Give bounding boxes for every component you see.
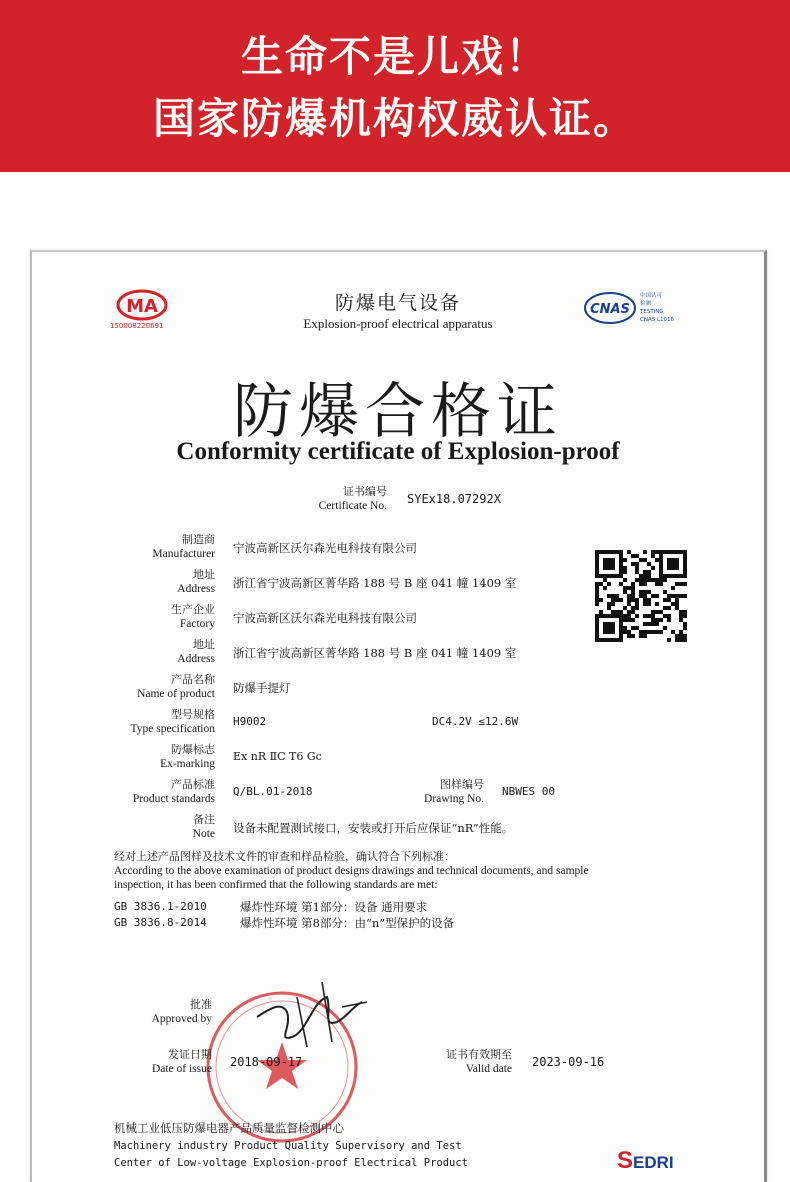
cnas-small-4: CNAS L1016: [640, 317, 675, 323]
statement-cn: 经对上述产品图样及技术文件的审查和样品检验，确认符合下列标准：: [114, 850, 455, 863]
manufacturer-value: 宁波高新区沃尔森光电科技有限公司: [233, 541, 417, 555]
drawing-label: 图样编号 Drawing No.: [423, 778, 484, 805]
certificate-document: [30, 250, 767, 1182]
factory-value: 宁波高新区沃尔森光电科技有限公司: [233, 611, 417, 625]
address-value-2: 浙江省宁波高新区菁华路 188 号 B 座 041 幢 1409 室: [233, 646, 517, 660]
issuer-name-en-2: Center of Low-voltage Explosion-proof Electrical Product: [114, 1157, 469, 1169]
cnas-small-2: 检测: [640, 301, 652, 307]
headline-line-2: 国家防爆机构权威认证。: [152, 94, 637, 143]
drawing-value: NBWES 00: [502, 785, 555, 798]
sedri-logo: SEDRI: [617, 1147, 674, 1174]
approved-label: 批准 Approved by: [151, 998, 212, 1025]
issuer-name-cn: 机械工业低压防爆电器产品质量监督检测中心: [114, 1121, 344, 1135]
standard-code-2: GB 3836.8-2014: [114, 916, 207, 929]
exmark-value: Ex nR ⅡC T6 Gc: [233, 750, 322, 763]
cert-no-label: 证书编号 Certificate No.: [318, 485, 387, 512]
address-label-1: 地址 Address: [177, 568, 215, 595]
issue-date-value: 2018-09-17: [230, 1055, 303, 1069]
power-value: DC4.2V ≤12.6W: [432, 715, 519, 728]
valid-date-label: 证书有效期至 Valid date: [446, 1048, 512, 1075]
type-value: H9002: [233, 715, 267, 728]
cert-no-value: SYEx18.07292X: [407, 492, 501, 506]
address-label-2: 地址 Address: [177, 638, 215, 665]
standard-desc-2: 爆炸性环境 第8部分：由“n”型保护的设备: [240, 916, 455, 930]
statement-en-1: According to the above examination of product designs drawings and technical documents, and sample: [114, 865, 589, 877]
standards-value: Q/BL.01-2018: [233, 785, 313, 798]
cnas-small-3: TESTING: [640, 309, 664, 315]
product-value: 防爆手提灯: [233, 681, 291, 695]
exmark-label: 防爆标志 Ex-marking: [160, 743, 215, 770]
product-label: 产品名称 Name of product: [137, 673, 215, 700]
issue-date-label: 发证日期 Date of issue: [151, 1048, 212, 1075]
svg-text:MA: MA: [126, 296, 158, 317]
certificate-title-en: Conformity certificate of Explosion-proof: [176, 438, 620, 465]
type-label: 型号规格 Type specification: [130, 708, 215, 735]
signature-icon: [237, 972, 377, 1062]
standards-label: 产品标准 Product standards: [132, 778, 215, 805]
standard-desc-1: 爆炸性环境 第1部分：设备 通用要求: [240, 900, 428, 914]
note-label: 备注 Note: [192, 813, 215, 840]
qr-code-icon: [595, 550, 687, 650]
issuer-name-en-1: Machinery industry Product Quality Supervisory and Test: [114, 1140, 462, 1152]
cma-number: 150008220691: [110, 322, 164, 330]
cnas-label: CNAS: [590, 302, 630, 317]
header-en: Explosion-proof electrical apparatus: [303, 316, 493, 331]
headline-banner: [0, 0, 790, 172]
statement-en-2: inspection, it has been confirmed that the following standards are met:: [114, 879, 438, 891]
headline-line-1: 生命不是儿戏！: [240, 32, 549, 81]
valid-date-value: 2023-09-16: [532, 1055, 605, 1069]
standard-code-1: GB 3836.1-2010: [114, 900, 207, 913]
certificate-title-cn: 防爆合格证: [233, 377, 563, 447]
address-value-1: 浙江省宁波高新区菁华路 188 号 B 座 041 幢 1409 室: [233, 576, 517, 590]
cnas-small-1: 中国认可: [640, 293, 663, 299]
factory-label: 生产企业 Factory: [171, 603, 215, 630]
header-cn: 防爆电气设备: [334, 292, 461, 314]
manufacturer-label: 制造商 Manufacturer: [152, 533, 215, 560]
note-value: 设备未配置测试接口，安装或打开后应保证“nR”性能。: [233, 821, 514, 835]
